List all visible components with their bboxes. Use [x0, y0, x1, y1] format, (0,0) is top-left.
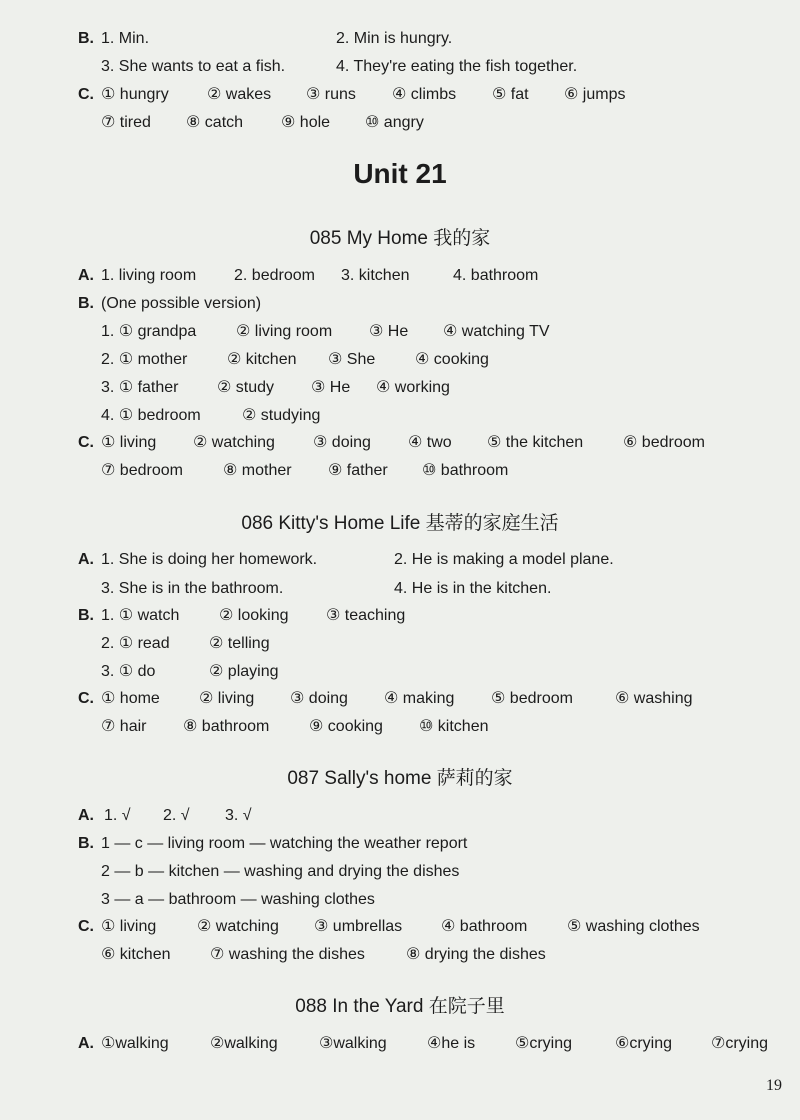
answer-item: ⑨ hole — [281, 114, 331, 131]
answer-item: ① home — [101, 690, 160, 707]
section-label: C. — [78, 434, 94, 451]
answer-item: ⑧ mother — [223, 462, 292, 479]
answer-item: ② watching — [197, 918, 279, 935]
answer-item: ④ cooking — [415, 351, 489, 368]
answer-item: ③ teaching — [326, 607, 406, 624]
answer-item: 1. Min. — [101, 30, 150, 47]
answer-item: ⑦ hair — [101, 718, 147, 735]
answer-item: ② kitchen — [227, 351, 297, 368]
answer-item: 1. ① watch — [101, 607, 180, 624]
section-title-086: 086 Kitty's Home Life 基蒂的家庭生活 — [241, 513, 559, 534]
answer-item: 2. He is making a model plane. — [394, 551, 614, 568]
answer-item: ② wakes — [207, 86, 272, 103]
answer-item: 1. living room — [101, 267, 197, 284]
answer-item: ⑨ cooking — [309, 718, 383, 735]
page-number: 19 — [766, 1077, 782, 1094]
answer-item: 2 — b — kitchen — washing and drying the dishes — [101, 863, 460, 880]
section-title-085: 085 My Home 我的家 — [309, 228, 491, 249]
answer-item: ④he is — [427, 1035, 476, 1052]
section-label: B. — [78, 30, 94, 47]
answer-item: ④ climbs — [392, 86, 457, 103]
answer-item: ④ two — [408, 434, 452, 451]
answer-item: ⑦crying — [711, 1035, 769, 1052]
answer-item: ⑤ fat — [492, 86, 529, 103]
answer-item: ⑧ catch — [186, 114, 244, 131]
answer-item: 1. ① grandpa — [101, 323, 197, 340]
unit-title: Unit 21 — [353, 158, 447, 189]
answer-item: ⑦ washing the dishes — [210, 946, 365, 963]
answer-item: ⑩ bathroom — [422, 462, 509, 479]
answer-item: 3. She is in the bathroom. — [101, 580, 284, 597]
answer-item: ② studying — [242, 407, 321, 424]
answer-note: (One possible version) — [101, 295, 262, 312]
answer-item: ⑥ bedroom — [623, 434, 705, 451]
section-label: B. — [78, 607, 94, 624]
answer-item: ⑧ drying the dishes — [406, 946, 546, 963]
answer-item: 4. bathroom — [453, 267, 539, 284]
answer-item: 3. ① father — [101, 379, 179, 396]
answer-item: ⑥ jumps — [564, 86, 626, 103]
section-label: B. — [78, 835, 94, 852]
answer-item: ⑥ washing — [615, 690, 693, 707]
answer-item: ④ bathroom — [441, 918, 528, 935]
answer-item: ③ umbrellas — [314, 918, 403, 935]
section-label: A. — [78, 1035, 94, 1052]
answer-item: 3. She wants to eat a fish. — [101, 58, 286, 75]
answer-item: ⑨ father — [328, 462, 388, 479]
answer-item: 3 — a — bathroom — washing clothes — [101, 891, 375, 908]
answer-item: ⑤ the kitchen — [487, 434, 584, 451]
answer-item: ② telling — [209, 635, 270, 652]
answer-item: ⑩ kitchen — [419, 718, 489, 735]
answer-item: ④ working — [376, 379, 450, 396]
section-label: A. — [78, 267, 94, 284]
answer-item: ①walking — [101, 1035, 169, 1052]
answer-item: 3. ① do — [101, 663, 156, 680]
answer-item: ②walking — [210, 1035, 278, 1052]
answer-item: ② living — [199, 690, 255, 707]
answer-item: ③ He — [369, 323, 409, 340]
answer-item: ③ He — [311, 379, 351, 396]
answer-item: ③ doing — [290, 690, 348, 707]
answer-item: ① hungry — [101, 86, 169, 103]
answer-item: ⑥ kitchen — [101, 946, 171, 963]
answer-item: 3. kitchen — [341, 267, 410, 284]
answer-item: 2. ① read — [101, 635, 170, 652]
section-title-088: 088 In the Yard 在院子里 — [295, 996, 505, 1017]
answer-item: ⑤crying — [515, 1035, 573, 1052]
answer-item: ② living room — [236, 323, 333, 340]
answer-item: ⑦ bedroom — [101, 462, 183, 479]
answer-item: ④ making — [384, 690, 455, 707]
section-label: C. — [78, 86, 94, 103]
section-label: B. — [78, 295, 94, 312]
section-label: C. — [78, 918, 94, 935]
answer-item: 1. She is doing her homework. — [101, 551, 318, 568]
section-label: A. — [78, 807, 94, 824]
answer-item: 4. ① bedroom — [101, 407, 201, 424]
answer-item: ② playing — [209, 663, 279, 680]
answer-item: ① living — [101, 918, 157, 935]
answer-item: ⑩ angry — [365, 114, 424, 131]
answer-item: ③ She — [328, 351, 376, 368]
answer-item: ⑦ tired — [101, 114, 151, 131]
answer-item: ⑧ bathroom — [183, 718, 270, 735]
section-title-087: 087 Sally's home 萨莉的家 — [287, 768, 513, 789]
answer-item: 4. They're eating the fish together. — [336, 58, 578, 75]
answer-item: ② study — [217, 379, 275, 396]
answer-item: ③walking — [319, 1035, 387, 1052]
answer-item: ① living — [101, 434, 157, 451]
answer-item: ⑤ washing clothes — [567, 918, 700, 935]
section-label: A. — [78, 551, 94, 568]
section-label: C. — [78, 690, 94, 707]
answer-item: ② looking — [219, 607, 289, 624]
answer-item: 3. √ — [225, 807, 252, 824]
answer-item: 2. Min is hungry. — [336, 30, 453, 47]
answer-item: 1. √ — [104, 807, 131, 824]
answer-item: ⑤ bedroom — [491, 690, 573, 707]
answer-item: 2. bedroom — [234, 267, 315, 284]
answer-item: 2. ① mother — [101, 351, 188, 368]
answer-item: ② watching — [193, 434, 275, 451]
answer-item: ③ doing — [313, 434, 371, 451]
answer-item: 1 — c — living room — watching the weather report — [101, 835, 468, 852]
answer-item: 2. √ — [163, 807, 190, 824]
answer-item: ⑥crying — [615, 1035, 673, 1052]
answer-item: ④ watching TV — [443, 323, 550, 340]
answer-item: 4. He is in the kitchen. — [394, 580, 552, 597]
answer-item: ③ runs — [306, 86, 356, 103]
